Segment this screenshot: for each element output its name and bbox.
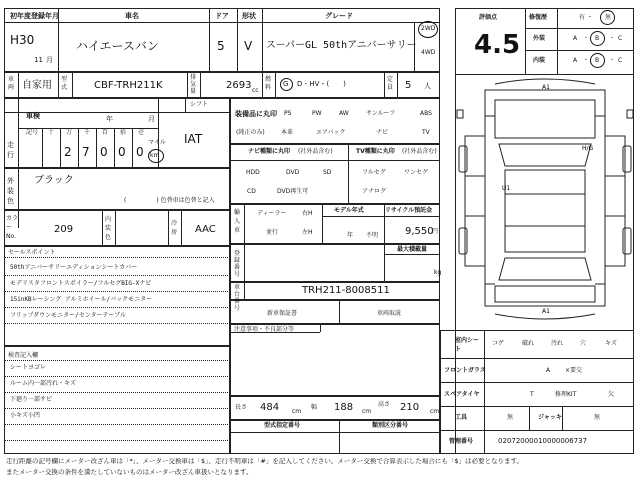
- class-no-label: 類別区分番号: [372, 422, 409, 429]
- inspection-year: 年: [106, 115, 113, 123]
- running-label: 走行: [7, 141, 14, 159]
- front-glass-replace: ×要交: [565, 367, 583, 374]
- cc-unit: cc: [252, 87, 259, 94]
- jack-value: 無: [594, 414, 601, 421]
- exterior-color: ブラック: [34, 175, 74, 186]
- navi-dvd-play: DVD再生可: [277, 188, 309, 195]
- fuel-label: 燃料: [265, 76, 272, 91]
- width-label: 幅: [311, 404, 318, 411]
- recycle-unit: 円: [432, 228, 439, 235]
- odometer-digit-4: 0: [118, 145, 126, 159]
- exterior-grade-c: C: [618, 35, 623, 42]
- width-value: 188: [334, 402, 354, 413]
- reg-year-label: 初年度登録年月: [10, 12, 59, 20]
- import-label: 輸入車: [234, 209, 241, 234]
- inspection-month: 月: [148, 115, 155, 123]
- drive-2wd: 2WD: [421, 25, 436, 32]
- inspection-note-4: 小キズ小凹: [10, 412, 40, 419]
- inspection-label: 車検: [26, 112, 40, 120]
- navi-hdd: HDD: [246, 169, 260, 176]
- warranty-label: 新車保証書: [267, 310, 298, 317]
- sales-point-4: フリップダウンモニター/センターテーブル: [10, 312, 126, 319]
- navi-dvd: DVD: [286, 169, 300, 176]
- model: CBF-TRH211K: [94, 80, 163, 91]
- chassis-label: 車台番号: [234, 284, 241, 312]
- sales-point-1: 50thアニバーサリーエディションシートカバー: [10, 264, 138, 271]
- navi-subtitle: (社外品含む): [298, 148, 333, 155]
- max-load-unit: kg: [434, 269, 442, 276]
- seat-dirt: 汚れ: [551, 340, 564, 347]
- length-value: 484: [260, 402, 280, 413]
- capacity: 5: [405, 80, 412, 91]
- repair-none: 無: [605, 14, 612, 21]
- import-right-hand: 右H: [302, 210, 313, 217]
- equip-ps: PS: [284, 110, 292, 117]
- digit-label-5: 壱: [138, 129, 145, 136]
- inspection-note-2: ルーム内一部汚れ・キズ: [10, 380, 76, 387]
- seat-scratch: キズ: [605, 340, 617, 347]
- exterior-dot-1: ・: [583, 35, 590, 42]
- fuel-g: G: [283, 80, 289, 88]
- sales-point-3: 15inKBレーシング アルミホイール/バックモニター: [10, 296, 153, 303]
- inspection-note-1: シートヨゴレ: [10, 364, 47, 371]
- model-year-unit: 年: [347, 232, 354, 239]
- car-damage-diagram: [455, 76, 634, 328]
- spare-tire-label: スペアタイヤ: [444, 391, 480, 398]
- repair-label: 修復歴: [529, 14, 548, 21]
- recycle-label: リサイクル預託金: [385, 207, 433, 214]
- room-seat-label: 室内シート: [455, 337, 480, 353]
- digit-label-0: 十: [48, 129, 55, 136]
- interior-dot-1: ・: [583, 57, 590, 64]
- repair-options: 有 ・: [579, 14, 593, 21]
- odometer-digit-1: 2: [64, 145, 72, 159]
- odometer-digit-2: 7: [82, 145, 90, 159]
- displacement: 2693: [226, 80, 252, 91]
- car-name-label: 車名: [125, 12, 139, 20]
- diagram-label-a1: A1: [542, 84, 550, 91]
- exterior-dot-2: ・: [609, 35, 616, 42]
- manual-label: 車両取説: [377, 310, 402, 317]
- grade: スーパーGL 50thアニバーサリー: [266, 40, 417, 51]
- footer-line-2: またメーター交換の条件を満たしていないものはメーター改ざん車扱いとなります。: [6, 468, 253, 476]
- equip-pw: PW: [312, 110, 322, 117]
- diagram-label-a1-rear: A1: [542, 308, 550, 315]
- interior-dot-2: ・: [609, 57, 616, 64]
- spare-tire-none: 欠: [608, 391, 615, 398]
- seat-tear: 破れ: [522, 340, 535, 347]
- interior-grade-label: 内装: [533, 57, 546, 64]
- mgmt-number: 02072000010000006737: [498, 437, 588, 445]
- reg-month: 11: [34, 56, 43, 64]
- vehicle-label: 車両: [8, 76, 15, 91]
- mgmt-label: 管理番号: [449, 438, 474, 445]
- height-value: 210: [400, 402, 420, 413]
- car-name: ハイエースバン: [76, 39, 159, 53]
- equip-aw: AW: [339, 110, 349, 117]
- jack-label: ジャッキ: [538, 414, 562, 421]
- model-label: 型式: [61, 76, 68, 91]
- chassis-number: TRH211-8008511: [302, 285, 390, 296]
- body-label: 形状: [242, 12, 256, 20]
- inspection-notes-title: 検査記入欄: [8, 352, 39, 359]
- sales-points-title: セールスポイント: [8, 249, 56, 256]
- tv-title: TV種類に丸印: [356, 148, 395, 155]
- diagram-label-hg: H/G: [582, 145, 594, 152]
- equip-navi: ナビ: [376, 129, 389, 136]
- equip-airbag: エアバック: [316, 129, 346, 136]
- capacity-unit: 人: [424, 82, 431, 90]
- tv-oneseg: ワンセグ: [404, 169, 429, 176]
- inspection-note-3: 下廻り一部サビ: [10, 396, 53, 403]
- front-glass-label: フロントガラス: [444, 367, 486, 374]
- mile-unit: マイル: [148, 139, 166, 146]
- record-label: 記号: [26, 129, 39, 136]
- exterior-grade-a: A: [573, 35, 578, 42]
- exterior-grade-label: 外装: [533, 35, 546, 42]
- color-no-label: カラーNo.: [6, 215, 19, 240]
- tools-value: 無: [507, 414, 514, 421]
- shift-value: IAT: [184, 132, 203, 146]
- sales-point-2: モデリスタフロントスポイラー/フルセグBIG-Xナビ: [10, 280, 152, 287]
- model-year-label: モデル年式: [334, 207, 364, 214]
- type-no-label: 型式指定番号: [264, 422, 301, 429]
- equip-tv: TV: [422, 129, 430, 136]
- body-type: V: [244, 39, 253, 53]
- navi-cd: CD: [247, 188, 256, 195]
- color-no: 209: [54, 224, 74, 235]
- interior-grade-a: A: [573, 57, 578, 64]
- seat-burn: コゲ: [492, 340, 505, 347]
- tools-label: 工具: [455, 414, 468, 421]
- height-unit: cm: [430, 408, 440, 415]
- spare-tire-kit: 修理KIT: [555, 391, 577, 398]
- color-label: 外装色: [7, 177, 14, 205]
- equipment-title: 装備品に丸印: [235, 110, 277, 118]
- odometer-digit-3: 0: [100, 145, 108, 159]
- drive-4wd: 4WD: [421, 49, 436, 56]
- score-value: 4.5: [474, 30, 521, 60]
- diagram-label-u1: U1: [502, 185, 511, 192]
- month-unit: 月: [46, 56, 53, 64]
- grade-label: グレード: [325, 12, 353, 20]
- digit-label-3: 百: [102, 129, 109, 136]
- odometer-digit-5: 0: [136, 145, 144, 159]
- interior-grade-b: B: [595, 57, 600, 64]
- caution-label: 注意事項・不良部分等: [234, 326, 295, 333]
- navi-sd: SD: [323, 169, 332, 176]
- km-unit: km: [150, 152, 160, 159]
- equip-sunroof: サンルーフ: [366, 110, 396, 117]
- doors-label: ドア: [215, 12, 229, 20]
- length-label: 長さ: [235, 404, 248, 411]
- reg-year: H30: [10, 33, 35, 47]
- doors: 5: [217, 39, 225, 53]
- max-load-label: 最大積載量: [397, 246, 428, 253]
- import-left-hand: 左H: [302, 229, 313, 236]
- tv-subtitle: (社外品含む): [402, 148, 437, 155]
- model-year-unknown: 不明: [366, 232, 379, 239]
- interior-grade-c: C: [618, 57, 623, 64]
- navi-title: ナビ種類に丸印: [248, 148, 291, 155]
- height-label: 高さ: [378, 401, 391, 408]
- exterior-grade-b: B: [595, 35, 600, 42]
- seat-hole: 穴: [580, 340, 587, 347]
- recycle-fee: 9,550: [405, 226, 434, 237]
- width-unit: cm: [362, 408, 372, 415]
- reg-no-label: 登録番号: [234, 250, 241, 278]
- front-glass-a: A: [546, 367, 551, 374]
- import-parallel: 並行: [266, 229, 279, 236]
- digit-label-1: 万: [66, 129, 73, 136]
- tv-analog: アナログ: [362, 188, 387, 195]
- spare-tire-t: T: [530, 391, 534, 398]
- interior-color-label: 内装色: [105, 216, 112, 241]
- tv-fullseg: フルセグ: [362, 169, 386, 176]
- digit-label-2: 千: [84, 129, 91, 136]
- displacement-label: 排気量: [190, 74, 197, 95]
- footer-line-1: 走行距離の記号欄にメーター改ざん車は「*」、メーター交換車は「$」、走行不明車は「#」を記入してください。メーター交換で合算表示した場合にも「$」は必要となります。: [6, 458, 523, 465]
- shift-label: シフト: [190, 101, 209, 108]
- equip-abs: ABS: [420, 110, 432, 117]
- equipment-subtitle: (純正のみ): [236, 129, 265, 136]
- score-label: 評価点: [479, 14, 498, 21]
- fuel-other: D・HV・( ): [297, 80, 346, 88]
- color-note: ( ) 色替車は色替と記入: [124, 197, 215, 204]
- ac-value: AAC: [195, 224, 216, 235]
- digit-label-4: 拾: [120, 129, 127, 136]
- usage: 自家用: [22, 80, 52, 91]
- import-dealer: ディーラー: [257, 210, 287, 217]
- length-unit: cm: [292, 408, 302, 415]
- ac-label: 冷房: [171, 220, 178, 236]
- equip-leather: 本革: [281, 129, 294, 136]
- capacity-label: 定員: [387, 76, 394, 91]
